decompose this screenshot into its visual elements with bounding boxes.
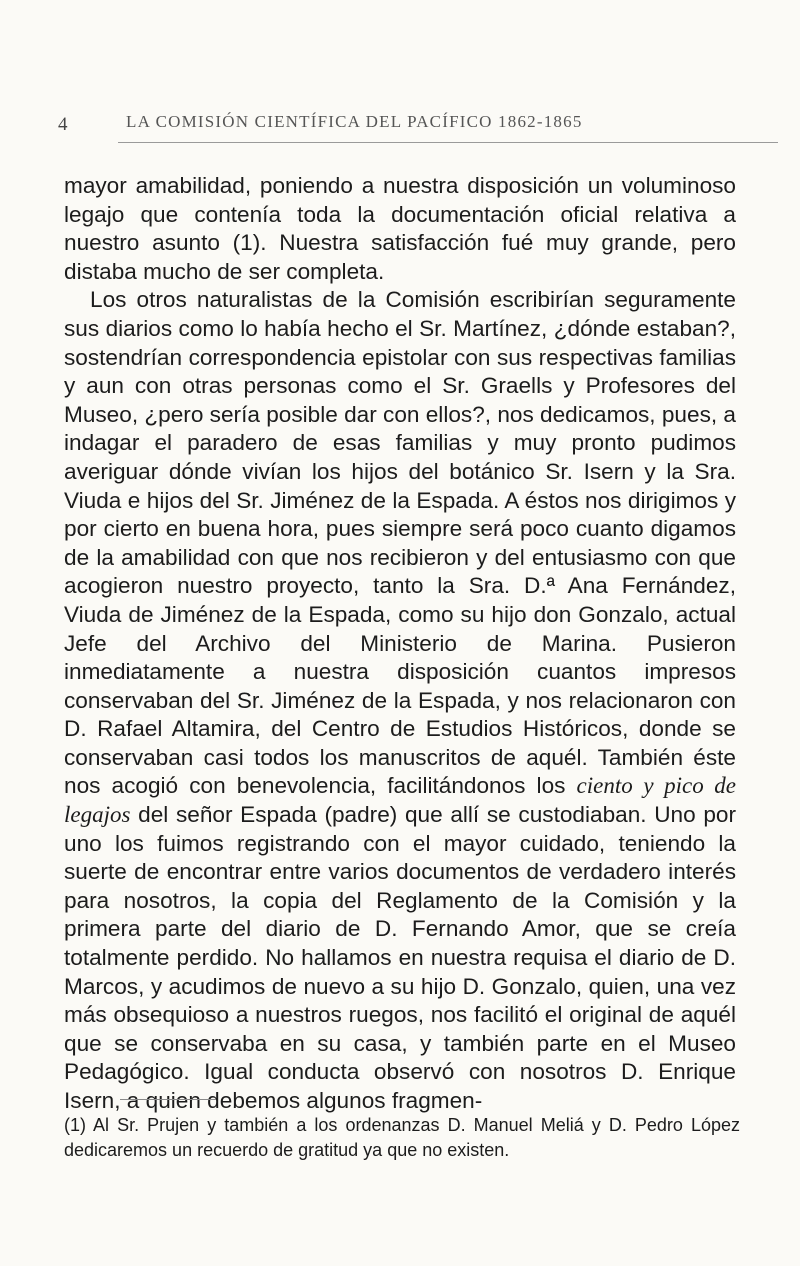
paragraph-2-part-1: Los otros naturalistas de la Comisión escribirían seguramente sus diarios como lo había hecho el Sr. Martínez, ¿dónde estaban?, sostendrían correspondencia epistolar con sus respectivas familias y aun con otras personas como el Sr. Graells y Profesores del Museo, ¿pero sería posible dar con ellos?, nos dedicamos, pues, a indagar el paradero de esas familias y muy pronto pudimos averiguar dónde vivían los hijos del botánico Sr. Isern y la Sra. Viuda e hijos del Sr. Jiménez de la Espada. A éstos nos dirigimos y por cierto en buena hora, pues siempre será poco cuanto digamos de la amabilidad con que nos recibieron y del entusiasmo con que acogieron nuestro proyecto, tanto la Sra. D.ª Ana Fernández, Viuda de Jiménez de la Espada, como su hijo don Gonzalo, actual Jefe del Archivo del Ministerio de Marina. Pusieron inmediatamente a nuestra disposición cuantos impresos conservaban del Sr. Jiménez de la Espada, y nos relacionaron con D. Rafael Altamira, del Centro de Estudios Históricos, donde se conservaban casi todos los manuscritos de aquél. También éste nos acogió con benevolencia, facilitándonos los <box>64 287 736 799</box>
page-number: 4 <box>58 114 68 135</box>
body-text <box>64 172 736 1116</box>
footnote-text: (1) Al Sr. Prujen y también a los ordenanzas D. Manuel Meliá y D. Pedro López dedicaremos un recuerdo de gratitud ya que no existen. <box>64 1115 740 1160</box>
paragraph-2 <box>64 286 736 1115</box>
paragraph-2-part-2: del señor Espada (padre) que allí se custodiaban. Uno por uno los fuimos registrando con el mayor cuidado, teniendo la suerte de encontrar entre varios documentos de verdadero interés para nosotros, la copia del Reglamento de la Comisión y la primera parte del diario de D. Fernando Amor, que se creía totalmente perdido. No hallamos en nuestra requisa el diario de D. Marcos, y acudimos de nuevo a su hijo D. Gonzalo, quien, una vez más obsequioso a nuestros ruegos, nos facilitó el original de aquél que se conservaba en su casa, y también parte en el Museo Pedagógico. Igual conducta observó con nosotros D. Enrique Isern, a quien debemos algunos fragmen- <box>64 802 736 1113</box>
footnote <box>64 1113 740 1163</box>
footnote-rule <box>120 1099 216 1100</box>
running-title: LA COMISIÓN CIENTÍFICA DEL PACÍFICO 1862-1865 <box>126 112 583 131</box>
running-header <box>58 106 708 146</box>
italic-phrase: ciento y pico de legajos <box>64 773 736 828</box>
paragraph-1: mayor amabilidad, poniendo a nuestra disposición un voluminoso legajo que contenía toda la documentación oficial relativa a nuestro asunto (1). Nuestra satisfacción fué muy grande, pero distaba mucho de ser completa. <box>64 173 736 284</box>
header-rule <box>118 142 778 143</box>
